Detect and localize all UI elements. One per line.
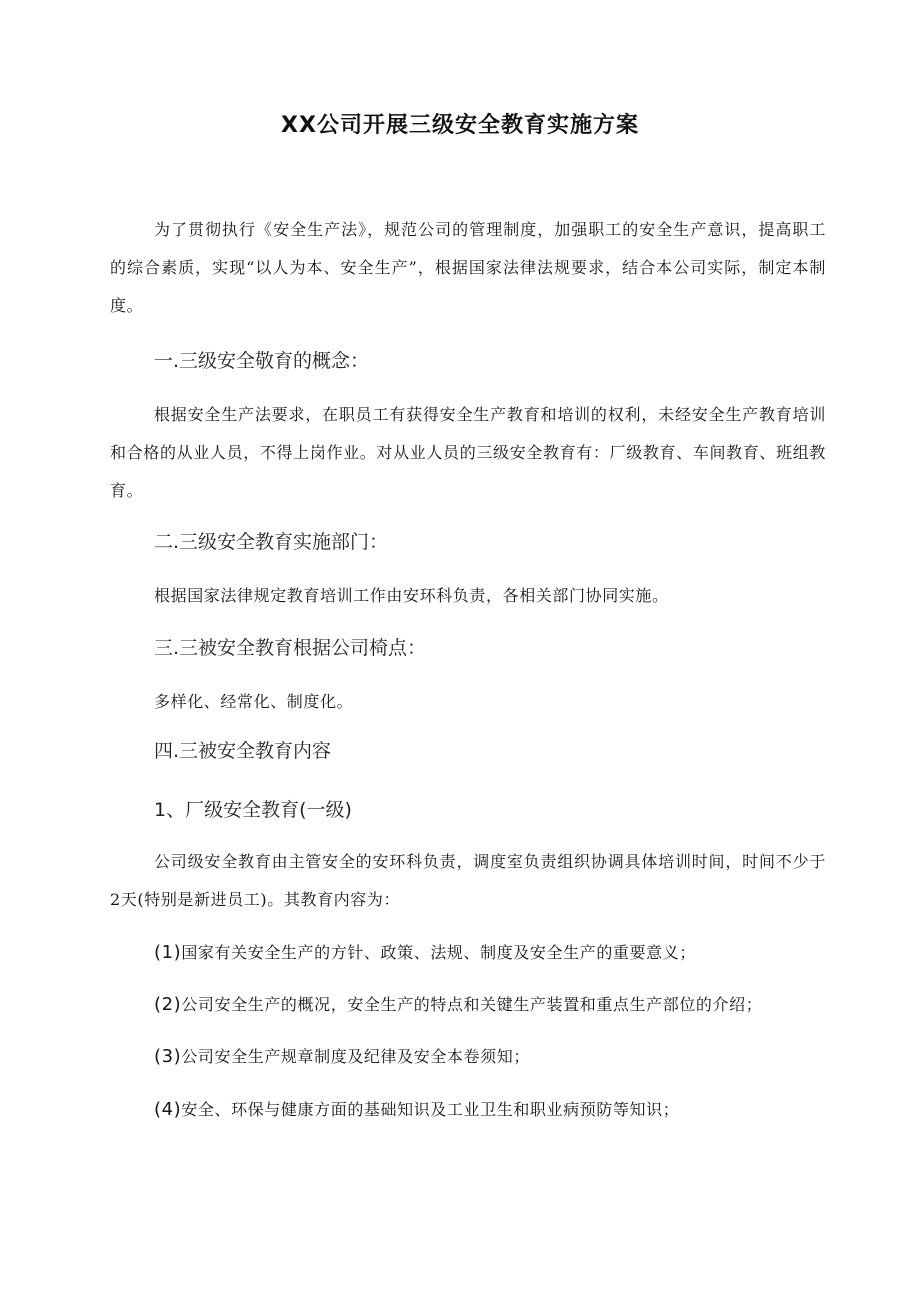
- list-item-text: 公司安全生产规章制度及纪律及安全本卷须知；: [181, 1047, 530, 1066]
- section-3-heading: 三.三被安全教育根据公司椅点：: [154, 637, 427, 659]
- list-item: [154, 990, 854, 1020]
- list-item-number: (3): [154, 1046, 182, 1067]
- section-4-heading: 四.三被安全教育内容: [154, 740, 332, 762]
- section-1-body: 根据安全生产法要求，在职员工有获得安全生产教育和培训的权利，未经安全生产教育培训和合格的从业人员，不得上岗作业。对从业人员的三级安全教育有：厂级教育、车间教育、班组教育。: [110, 405, 826, 500]
- list-item-number: (1): [154, 942, 182, 963]
- section-4-body: 公司级安全教育由主管安全的安环科负责，调度室负责组织协调具体培训时间，时间不少于2天(特别是新进员工)。其教育内容为：: [110, 852, 826, 909]
- list-item-number: (2): [154, 994, 182, 1015]
- list-item-text: 公司安全生产的概况，安全生产的特点和关键生产装置和重点生产部位的介绍；: [181, 995, 763, 1014]
- section-2-body: 根据国家法律规定教育培训工作由安环科负责，各相关部门协同实施。: [154, 586, 669, 605]
- list-item: [154, 1042, 854, 1072]
- section-3-body: 多样化、经常化、制度化。: [154, 692, 354, 711]
- section-2-heading: 二.三级安全教育实施部门：: [154, 531, 389, 553]
- document-title: XX公司开展三级安全教育实施方案: [281, 113, 639, 138]
- list-item-text: 安全、环保与健康方面的基础知识及工业卫生和职业病预防等知识；: [181, 1100, 680, 1119]
- list-item-text: 国家有关安全生产的方针、政策、法规、制度及安全生产的重要意义；: [181, 943, 696, 962]
- list-item: [154, 938, 854, 968]
- intro-paragraph: 为了贯彻执行《安全生产法》，规范公司的管理制度，加强职工的安全生产意识，提高职工的综合素质，实现“以人为本、安全生产”，根据国家法律法规要求，结合本公司实际，制定本制度。: [110, 220, 826, 315]
- section-4-subheading: 1、厂级安全教育(一级): [154, 799, 352, 821]
- list-item-number: (4): [154, 1099, 182, 1120]
- list-item: [154, 1095, 854, 1125]
- section-1-heading: 一.三级安全敬育的概念：: [154, 350, 370, 372]
